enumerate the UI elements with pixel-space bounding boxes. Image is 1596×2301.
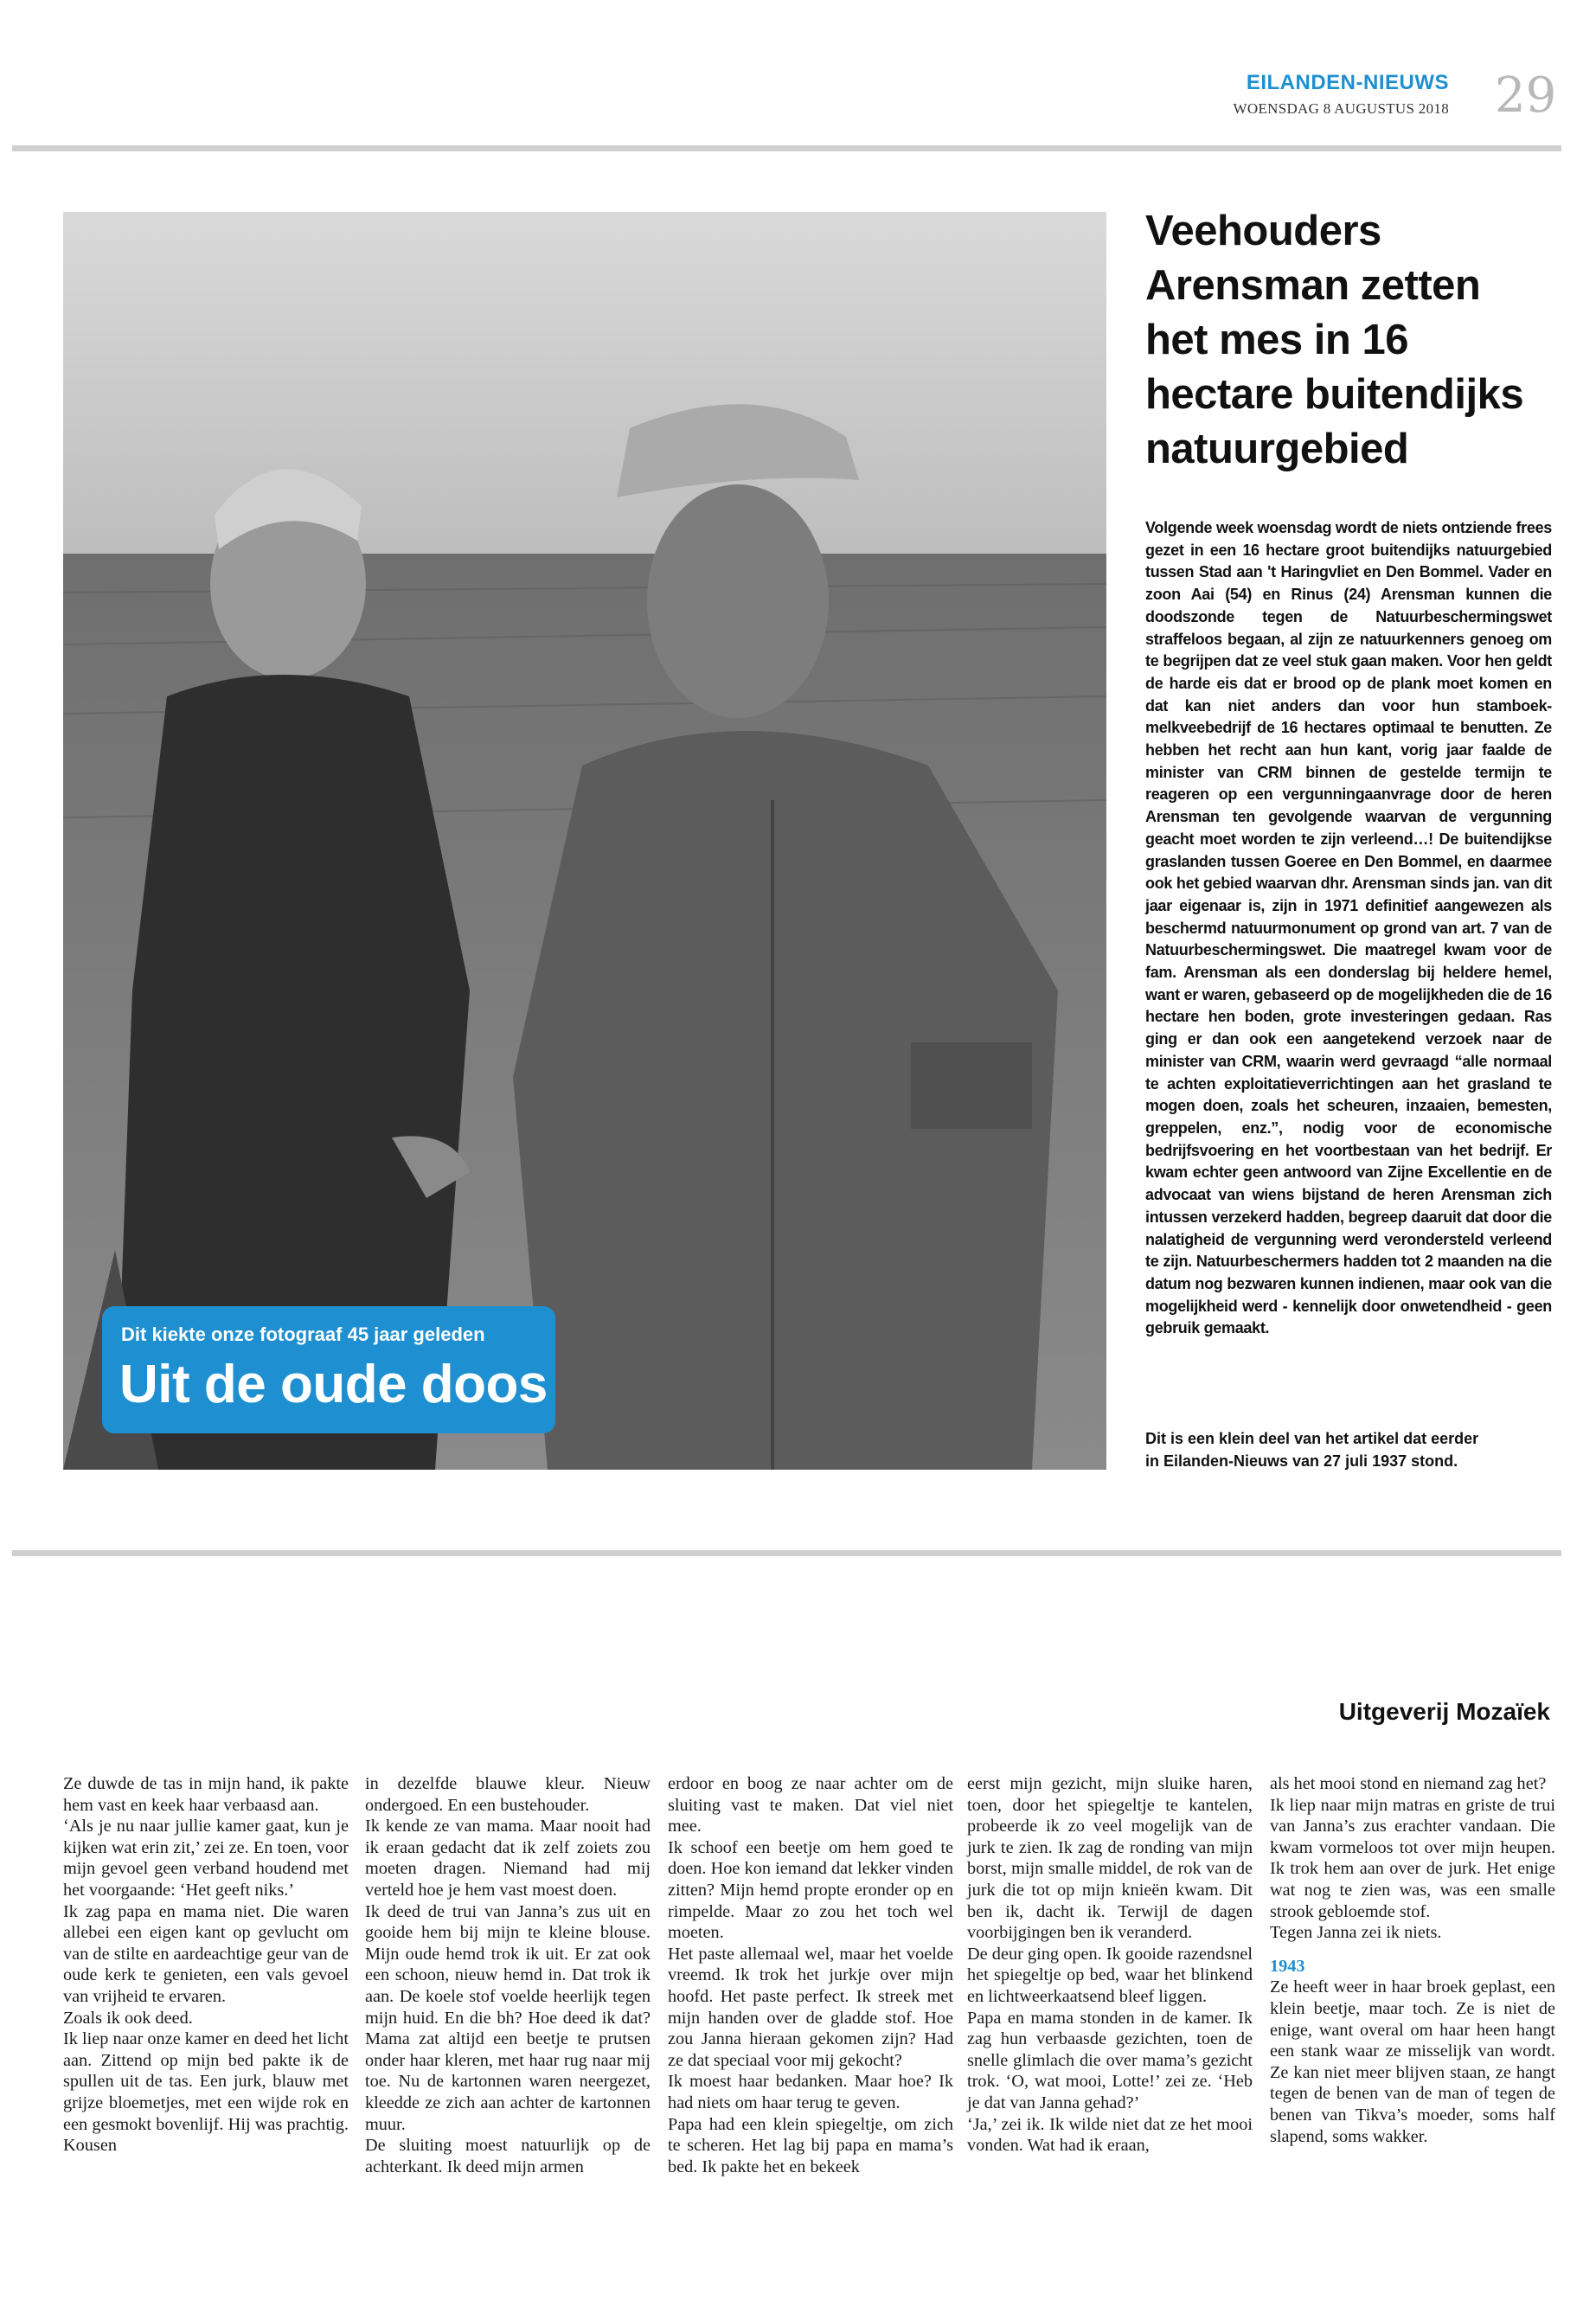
paragraph: Ik schoof een beetje om hem goed te doen. Hoe kon iemand dat lekker vinden zitten? Mijn hemd propte eronder op en rimpelde. Maar zo zou het toch wel moeten. (668, 1837, 953, 1943)
article-headline (1145, 204, 1552, 477)
headline-line: het mes in 16 (1145, 317, 1408, 363)
top-divider (12, 145, 1561, 151)
badge-kicker: Dit kiekte onze fotograaf 45 jaar geleden (121, 1324, 485, 1345)
paragraph: Zoals ik ook deed. (63, 2008, 193, 2028)
paragraph: Papa had een klein spiegeltje, om zich te scheren. Het lag bij papa en mama’s bed. Ik pakte het en bekeek (668, 2114, 953, 2176)
article-body: Volgende week woensdag wordt de niets ontziende frees gezet in een 16 hectare groot buitendijks natuurgebied tussen Stad aan 't Haringvliet en Den Bommel. Vader en zoon Aai (54) en Rinus (24) Arensman kunnen die doodszonde tegen de Natuurbeschermingswet straffeloos begaan, al zijn ze natuurkenners genoeg om te begrijpen dat ze veel stuk gaan maken. Voor hen geldt de harde eis dat er brood op de plank moet komen en dat kan niet anders dan voor hun stamboek-melkveebedrijf de 16 hectares optimaal te benutten. Ze hebben het recht aan hun kant, vorig jaar faalde de minister van CRM binnen de gestelde termijn te reageren op een vergunningaanvrage door de heren Arensman ten gevolgende waarvan de vergunning geacht moet worden te zijn verleend…! De buitendijkse graslanden tussen Goeree en Den Bommel, en daarmee ook het gebied waarvan dhr. Arensman sinds jan. van dit jaar eigenaar is, zijn in 1971 definitief aangewezen als beschermd natuurmonument op grond van art. 7 van de Natuurbeschermingswet. Die maatregel kwam voor de fam. Arensman als een donderslag bij heldere hemel, want er waren, gebaseerd op de mogelijkheden die de 16 hectare hen boden, grote investeringen gedaan. Ras ging er dan ook een aangetekend verzoek naar de minister van CRM, waarin werd gevraagd “alle normaal te achten exploitatieverrichtingen aan het grasland te mogen doen, zoals het scheuren, inzaaien, bemesten, greppelen, enz.”, nodig voor de economische bedrijfsvoering en het voortbestaan van het bedrijf. Er kwam echter geen antwoord van Zijne Excellentie en de advocaat van wiens bijstand de heren Arensman zich intussen verzekerd hadden, begreep daaruit dat door die nalatigheid de vergunning werd verondersteld verleend te zijn. Natuurbeschermers hadden tot 2 maanden na die datum nog bezwaren kunnen indienen, maar ook van die mogelijkheid werd - kennelijk door onwetendheid - geen gebruik gemaakt. (1145, 519, 1552, 1337)
paragraph: Ik deed de trui van Janna’s zus uit en gooide hem bij mijn te kleine blouse. Mijn oude hemd trok ik uit. Er zat ook een schoon, nieuw hemd in. Dat trok ik aan. De koele stof voelde heerlijk tegen mijn huid. En die bh? Hoe deed ik dat? Mama zat altijd een beetje te prutsen onder haar kleren, met haar rug naar mij toe. Nu de kartonnen waren neergezet, kleedde ze zich aan achter de kartonnen muur. (365, 1901, 651, 2134)
year-heading: 1943 (1270, 1956, 1305, 1976)
headline-line: natuurgebied (1145, 426, 1409, 472)
article-source-note (1145, 1428, 1552, 1472)
headline-line: Arensman zetten (1145, 262, 1481, 309)
paragraph: De deur ging open. Ik gooide razendsnel het spiegeltje op bed, waar het blinkend en lichtweerkaatsend bleef liggen. (967, 1944, 1253, 2006)
story-column-3 (668, 1773, 953, 2177)
paragraph: Ik liep naar onze kamer en deed het licht aan. Zittend op mijn bed pakte ik de spullen uit de tas. Een jurk, blauw met grijze bloemetjes, met een wijde rok en een gesmokt bovenlijf. Hij was prachtig. Kousen (63, 2029, 349, 2156)
paragraph: De sluiting moest natuurlijk op de achterkant. Ik deed mijn armen (365, 2136, 651, 2176)
newspaper-brand: EILANDEN-NIEUWS (1246, 71, 1449, 94)
story-column-1 (63, 1773, 349, 2157)
archive-photo (63, 212, 1106, 1470)
source-line: in Eilanden-Nieuws van 27 juli 1937 stond. (1145, 1452, 1458, 1470)
paragraph: als het mooi stond en niemand zag het? (1270, 1774, 1547, 1793)
paragraph: ‘Ja,’ zei ik. Ik wilde niet dat ze het mooi vonden. Wat had ik eraan, (967, 2114, 1253, 2156)
paragraph: Ik moest haar bedanken. Maar hoe? Ik had niets om haar terug te geven. (668, 2072, 953, 2112)
uit-de-oude-doos-badge (102, 1306, 555, 1433)
paragraph: eerst mijn gezicht, mijn sluike haren, toen, door het spiegeltje te kantelen, probeerde ik zo veel mogelijk van de jurk te zien. Ik zag de ronding van mijn borst, mijn smalle middel, de rok van de jurk die tot op mijn knieën kwam. Dit ben ik, dacht ik. Terwijl de dagen voorbijgingen ben ik veranderd. (967, 1774, 1253, 1943)
issue-date: WOENSDAG 8 AUGUSTUS 2018 (1233, 100, 1449, 117)
page-number: 29 (1495, 67, 1557, 124)
paragraph: Ik zag papa en mama niet. Die waren allebei een eigen kant op gevlucht om van de stilte en aardeachtige geur van de oude kerk te genieten, een vals gevoel van vrijheid te ervaren. (63, 1901, 349, 2006)
publisher-credit: Uitgeverij Mozaïek (1338, 1698, 1550, 1725)
paragraph: erdoor en boog ze naar achter om de sluiting vast te maken. Dat viel niet mee. (668, 1774, 953, 1836)
paragraph: ‘Als je nu naar jullie kamer gaat, kun je kijken wat erin zit,’ zei ze. En toen, voor mijn gevoel geen verband houdend met het voorgaande: ‘Het geeft niks.’ (63, 1817, 349, 1900)
photo-illustration (63, 212, 1106, 1470)
headline-line: hectare buitendijks (1145, 371, 1524, 418)
story-column-5 (1270, 1773, 1555, 2147)
paragraph: Tegen Janna zei ik niets. (1270, 1923, 1442, 1943)
paragraph: Papa en mama stonden in de kamer. Ik zag hun verbaasde gezichten, toen de snelle glimlach die over mama’s gezicht trok. ‘O, wat mooi, Lotte!’ zei ze. ‘Heb je dat van Janna gehad?’ (967, 2008, 1253, 2112)
story-column-2 (365, 1773, 651, 2177)
paragraph: Ik kende ze van mama. Maar nooit had ik eraan gedacht dat ik zelf zoiets zou moeten dragen. Niemand had mij verteld hoe je hem vast moest doen. (365, 1817, 651, 1900)
headline-line: Veehouders (1145, 208, 1381, 254)
paragraph: in dezelfde blauwe kleur. Nieuw ondergoed. En een bustehouder. (365, 1774, 651, 1815)
badge-title: Uit de oude doos (119, 1355, 548, 1414)
story-column-4 (967, 1773, 1253, 2157)
section-divider (12, 1550, 1561, 1556)
paragraph: Ze heeft weer in haar broek geplast, een klein beetje, maar toch. Ze is niet de enige, want overal om haar heen hangt een stank waar ze misselijk van wordt. Ze kan niet meer blijven staan, ze hangt tegen de benen van de man of tegen de benen van Tikva’s moeder, soms half slapend, soms wakker. (1270, 1977, 1555, 2146)
paragraph: Ze duwde de tas in mijn hand, ik pakte hem vast en keek haar verbaasd aan. (63, 1774, 349, 1815)
source-line: Dit is een klein deel van het artikel dat eerder (1145, 1430, 1479, 1447)
paragraph: Ik liep naar mijn matras en griste de trui van Janna’s zus erachter vandaan. Die kwam vormeloos tot over mijn heupen. Ik trok hem aan over de jurk. Het enige wat nog te zien was, was een smalle strook gebloemde stof. (1270, 1795, 1555, 1921)
paragraph: Het paste allemaal wel, maar het voelde vreemd. Ik trok het jurkje over mijn hoofd. Het paste perfect. Ik streek met mijn handen over de gladde stof. Hoe zou Janna hieraan gekomen zijn? Had ze dat speciaal voor mij gekocht? (668, 1944, 953, 2070)
